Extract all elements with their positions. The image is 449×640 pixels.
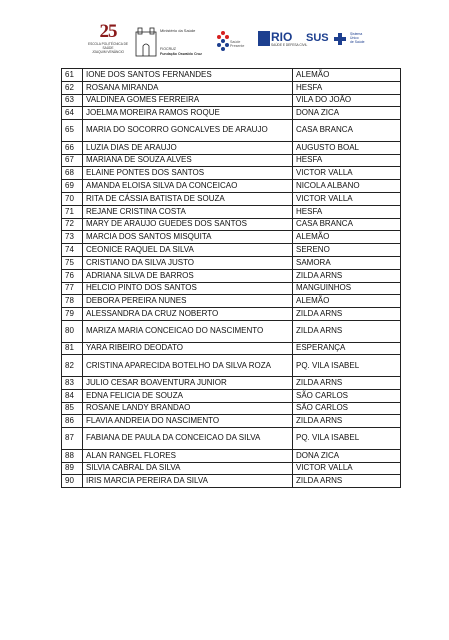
- row-number-cell: 75: [62, 256, 83, 269]
- table-row: [62, 282, 401, 295]
- participant-name-cell: CEONICE RAQUEL DA SILVA: [83, 244, 293, 257]
- table-row: [62, 269, 401, 282]
- participant-name-cell: IRIS MARCIA PEREIRA DA SILVA: [83, 475, 293, 488]
- unit-cell: ALEMÃO: [293, 295, 401, 308]
- table-row: [62, 94, 401, 107]
- row-number-cell: 87: [62, 428, 83, 450]
- sus-line: de Saúde: [350, 39, 365, 44]
- table-row: [62, 205, 401, 218]
- row-number-cell: 86: [62, 415, 83, 428]
- unit-cell: HESFA: [293, 205, 401, 218]
- participant-name-cell: HELCIO PINTO DOS SANTOS: [83, 282, 293, 295]
- unit-cell: DONA ZICA: [293, 449, 401, 462]
- unit-cell: ZILDA ARNS: [293, 475, 401, 488]
- unit-cell: DONA ZICA: [293, 107, 401, 120]
- unit-cell: VICTOR VALLA: [293, 462, 401, 475]
- saude-presente-logo: [215, 26, 253, 56]
- participants-table-body: [62, 69, 401, 488]
- participant-name-cell: JOELMA MOREIRA RAMOS ROQUE: [83, 107, 293, 120]
- participant-name-cell: CRISTINA APARECIDA BOTELHO DA SILVA ROZA: [83, 355, 293, 377]
- epsjv-logo: [84, 22, 132, 54]
- unit-cell: HESFA: [293, 154, 401, 167]
- row-number-cell: 85: [62, 402, 83, 415]
- sus-cross-icon: [333, 32, 347, 46]
- unit-cell: CASA BRANCA: [293, 120, 401, 142]
- table-row: [62, 402, 401, 415]
- row-number-cell: 83: [62, 376, 83, 389]
- fiocruz-label: [160, 47, 202, 56]
- participant-name-cell: DEBORA PEREIRA NUNES: [83, 295, 293, 308]
- unit-cell: PQ. VILA ISABEL: [293, 428, 401, 450]
- unit-cell: MANGUINHOS: [293, 282, 401, 295]
- table-row: [62, 141, 401, 154]
- table-row: [62, 320, 401, 342]
- table-row: [62, 389, 401, 402]
- unit-cell: HESFA: [293, 81, 401, 94]
- rio-wordmark: RIO: [271, 30, 293, 44]
- unit-cell: NICOLA ALBANO: [293, 180, 401, 193]
- unit-cell: SÃO CARLOS: [293, 389, 401, 402]
- table-row: [62, 218, 401, 231]
- row-number-cell: 79: [62, 308, 83, 321]
- unit-cell: ESPERANÇA: [293, 342, 401, 355]
- rio-subtitle: SAÚDE E DEFESA CIVIL: [271, 43, 308, 47]
- table-row: [62, 81, 401, 94]
- unit-cell: AUGUSTO BOAL: [293, 141, 401, 154]
- participants-table: [61, 68, 401, 488]
- unit-cell: PQ. VILA ISABEL: [293, 355, 401, 377]
- table-row: [62, 120, 401, 142]
- table-row: [62, 180, 401, 193]
- table-row: [62, 295, 401, 308]
- epsjv-name-line: ESCOLA POLITÉCNICA DE SAÚDE: [87, 42, 129, 50]
- participant-name-cell: VALDINEA GOMES FERREIRA: [83, 94, 293, 107]
- row-number-cell: 66: [62, 141, 83, 154]
- unit-cell: ZILDA ARNS: [293, 320, 401, 342]
- unit-cell: SÃO CARLOS: [293, 402, 401, 415]
- sus-line: Sistema: [350, 32, 363, 36]
- saude-dots-icon: [215, 30, 231, 54]
- table-row: [62, 355, 401, 377]
- row-number-cell: 69: [62, 180, 83, 193]
- participant-name-cell: SILVIA CABRAL DA SILVA: [83, 462, 293, 475]
- logo-header: [0, 20, 449, 66]
- participant-name-cell: MARCIA DOS SANTOS MISQUITA: [83, 231, 293, 244]
- participant-name-cell: ALESSANDRA DA CRUZ NOBERTO: [83, 308, 293, 321]
- rio-emblem-icon: [258, 31, 270, 46]
- sus-line: Único: [350, 35, 359, 40]
- row-number-cell: 84: [62, 389, 83, 402]
- table-row: [62, 192, 401, 205]
- unit-cell: ZILDA ARNS: [293, 415, 401, 428]
- row-number-cell: 80: [62, 320, 83, 342]
- participant-name-cell: CRISTIANO DA SILVA JUSTO: [83, 256, 293, 269]
- participant-name-cell: RITA DE CÁSSIA BATISTA DE SOUZA: [83, 192, 293, 205]
- row-number-cell: 77: [62, 282, 83, 295]
- unit-cell: VICTOR VALLA: [293, 192, 401, 205]
- row-number-cell: 90: [62, 475, 83, 488]
- participant-name-cell: MARY DE ARAUJO GUEDES DOS SANTOS: [83, 218, 293, 231]
- row-number-cell: 65: [62, 120, 83, 142]
- table-row: [62, 475, 401, 488]
- row-number-cell: 71: [62, 205, 83, 218]
- rio-prefeitura-logo: [258, 30, 308, 55]
- unit-cell: VILA DO JOÃO: [293, 94, 401, 107]
- participant-name-cell: JULIO CESAR BOAVENTURA JUNIOR: [83, 376, 293, 389]
- unit-cell: ZILDA ARNS: [293, 308, 401, 321]
- table-row: [62, 256, 401, 269]
- row-number-cell: 72: [62, 218, 83, 231]
- table-row: [62, 308, 401, 321]
- table-row: [62, 107, 401, 120]
- row-number-cell: 88: [62, 449, 83, 462]
- row-number-cell: 74: [62, 244, 83, 257]
- fiocruz-name-line: FIOCRUZ: [160, 47, 176, 51]
- table-row: [62, 376, 401, 389]
- participant-name-cell: AMANDA ELOISA SILVA DA CONCEICAO: [83, 180, 293, 193]
- table-row: [62, 154, 401, 167]
- row-number-cell: 61: [62, 69, 83, 82]
- row-number-cell: 82: [62, 355, 83, 377]
- participant-name-cell: ROSANE LANDY BRANDAO: [83, 402, 293, 415]
- table-row: [62, 69, 401, 82]
- table-row: [62, 167, 401, 180]
- unit-cell: VICTOR VALLA: [293, 167, 401, 180]
- participant-name-cell: FLAVIA ANDREIA DO NASCIMENTO: [83, 415, 293, 428]
- row-number-cell: 89: [62, 462, 83, 475]
- row-number-cell: 81: [62, 342, 83, 355]
- row-number-cell: 62: [62, 81, 83, 94]
- saude-line: Saúde: [230, 40, 241, 44]
- unit-cell: ALEMÃO: [293, 231, 401, 244]
- row-number-cell: 70: [62, 192, 83, 205]
- participant-name-cell: MARIZA MARIA CONCEICAO DO NASCIMENTO: [83, 320, 293, 342]
- table-row: [62, 231, 401, 244]
- participant-name-cell: ROSANA MIRANDA: [83, 81, 293, 94]
- saude-line: Presente: [230, 44, 245, 48]
- participant-name-cell: ALAN RANGEL FLORES: [83, 449, 293, 462]
- participant-name-cell: REJANE CRISTINA COSTA: [83, 205, 293, 218]
- unit-cell: SERENO: [293, 244, 401, 257]
- participant-name-cell: IONE DOS SANTOS FERNANDES: [83, 69, 293, 82]
- row-number-cell: 68: [62, 167, 83, 180]
- participant-name-cell: ADRIANA SILVA DE BARROS: [83, 269, 293, 282]
- epsjv-anniversary-number: 25: [99, 21, 117, 42]
- participant-name-cell: MARIANA DE SOUZA ALVES: [83, 154, 293, 167]
- ministry-label: Ministério da Saúde: [160, 28, 196, 33]
- participant-name-cell: YARA RIBEIRO DEODATO: [83, 342, 293, 355]
- row-number-cell: 67: [62, 154, 83, 167]
- row-number-cell: 64: [62, 107, 83, 120]
- participant-name-cell: ELAINE PONTES DOS SANTOS: [83, 167, 293, 180]
- saude-label: [230, 40, 244, 48]
- epsjv-name-line: JOAQUIM VENÂNCIO: [91, 50, 125, 54]
- row-number-cell: 63: [62, 94, 83, 107]
- fiocruz-castle-icon: [134, 26, 160, 58]
- sus-logo: [306, 32, 376, 52]
- participant-name-cell: EDNA FELICIA DE SOUZA: [83, 389, 293, 402]
- sus-wordmark: SUS: [306, 32, 329, 44]
- table-row: [62, 342, 401, 355]
- participant-name-cell: LUZIA DIAS DE ARAUJO: [83, 141, 293, 154]
- participant-name-cell: MARIA DO SOCORRO GONCALVES DE ARAUJO: [83, 120, 293, 142]
- unit-cell: SAMORA: [293, 256, 401, 269]
- table-row: [62, 244, 401, 257]
- table-row: [62, 428, 401, 450]
- table-row: [62, 449, 401, 462]
- unit-cell: CASA BRANCA: [293, 218, 401, 231]
- row-number-cell: 76: [62, 269, 83, 282]
- row-number-cell: 73: [62, 231, 83, 244]
- unit-cell: ZILDA ARNS: [293, 376, 401, 389]
- participant-name-cell: FABIANA DE PAULA DA CONCEICAO DA SILVA: [83, 428, 293, 450]
- table-row: [62, 462, 401, 475]
- unit-cell: ALEMÃO: [293, 69, 401, 82]
- fiocruz-name-line: Fundação Oswaldo Cruz: [160, 51, 202, 56]
- unit-cell: ZILDA ARNS: [293, 269, 401, 282]
- table-row: [62, 415, 401, 428]
- sus-subtitle: [350, 33, 365, 44]
- row-number-cell: 78: [62, 295, 83, 308]
